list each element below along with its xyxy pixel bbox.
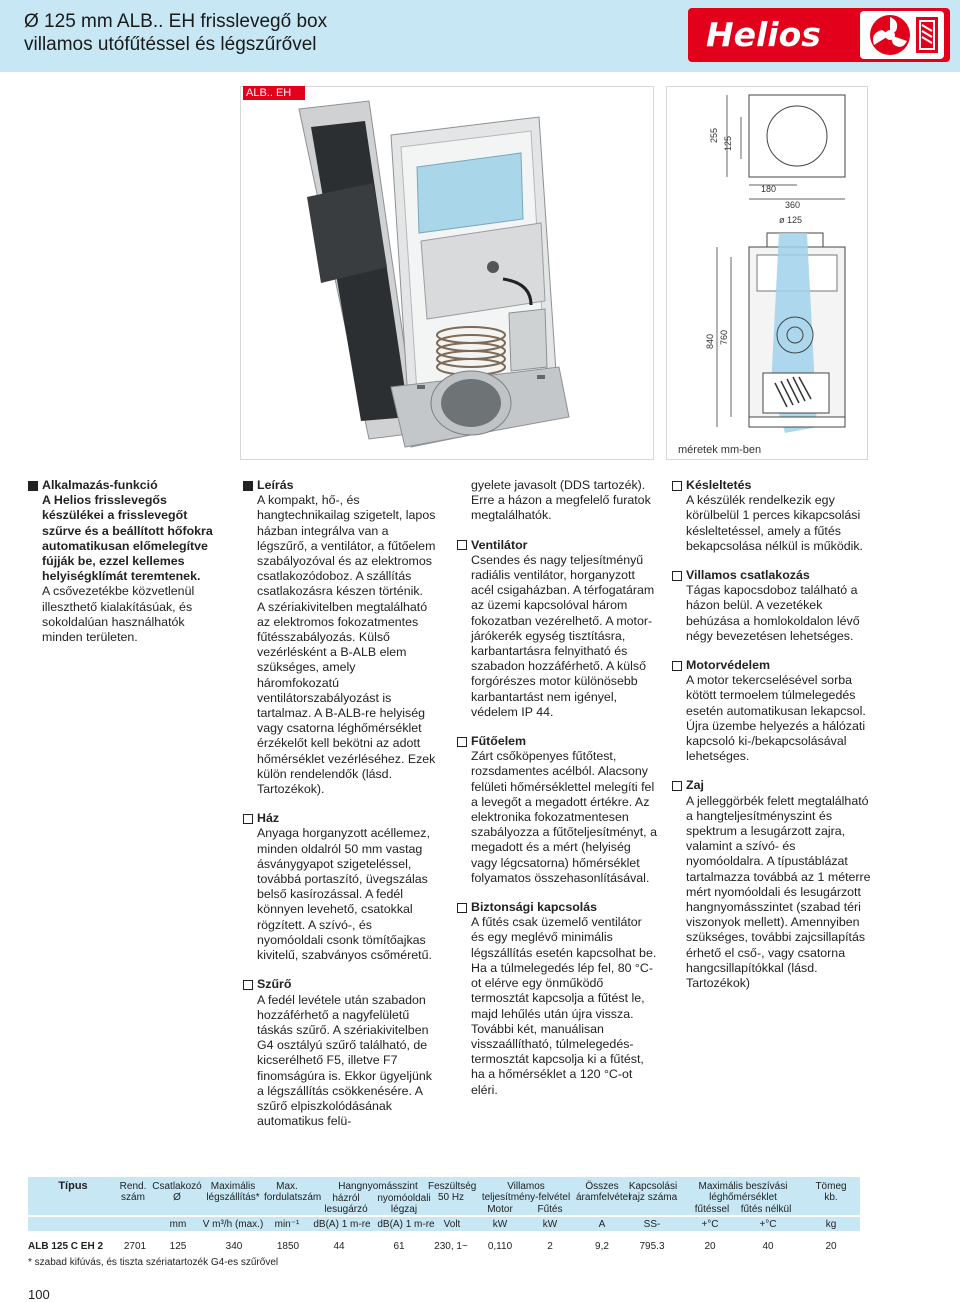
col-header-heating: Fűtés (537, 1204, 563, 1215)
intro-bold: A Helios frisslevegős készülékei a frisslevegőt szűrve és a beállított hőfokra automatikusan előmelegítve fújják be, ezzel kellemes helyiségklímát teremtenek. (42, 493, 213, 584)
col-header-wiring: Kapcsolási rajz száma (628, 1181, 678, 1203)
unit-db-a: dB(A) 1 m-re (313, 1219, 371, 1230)
col-header-power: Villamos teljesítmény-felvétel (481, 1181, 571, 1203)
column-description (243, 478, 439, 1129)
unit-kw-motor: kW (492, 1219, 508, 1230)
col-header-order: Rend. szám (119, 1181, 147, 1203)
row-sound-b: 61 (393, 1241, 405, 1252)
col-header-max-airflow: Maximális légszállítás* (206, 1181, 260, 1203)
unit-temp-b: +°C (759, 1219, 777, 1230)
dim-760: 760 (719, 329, 729, 345)
row-connector: 125 (169, 1241, 187, 1252)
col-header-type: Típus (58, 1180, 88, 1192)
section-text: A kompakt, hő-, és hangtechnikailag szigetelt, lapos házban integrálva van a légszűrő, a ventilátor, a fűtőelem szabályozóval és az elektromos csatlakozódoboz. A szállítás csatlakozásra készen történik. (257, 493, 436, 599)
section-heading: Szűrő (243, 977, 439, 992)
section-text: A jelleggörbék felett megtalálható a hangteljesítményszint és spektrum a lesugárzott zajra, valamint a szívó- és nyomóoldalra. A típustáblázat tartalmazza továbbá az 1 méterre mért nyomóoldali és lesugárzott hangnyomásszintet (szabad téri viszonyok mellett). Amennyiben szükséges, további zajcsillapítás érhető el cső-, vagy csatorna hangcsillapítókkal (lásd. Tartozékok) (686, 793, 871, 991)
section-heading: Ventilátor (457, 538, 657, 553)
row-temp-a: 20 (704, 1241, 716, 1252)
row-temp-b: 40 (762, 1241, 774, 1252)
section-heading: Késleltetés (672, 478, 872, 493)
title-line-2: villamos utófűtéssel és légszűrővel (24, 34, 317, 55)
header-band (0, 0, 960, 72)
col-header-sound-outlet: nyomóoldali légzaj (377, 1193, 431, 1215)
dim-255: 255 (709, 127, 719, 143)
dim-840: 840 (705, 333, 715, 349)
unit-kg: kg (825, 1219, 837, 1230)
dim-125: 125 (723, 135, 733, 151)
square-bullet-icon (672, 571, 682, 581)
drawing-caption: méretek mm-ben (678, 444, 762, 456)
logo-text: Helios (706, 15, 821, 54)
row-sound-a: 44 (333, 1241, 345, 1252)
unit-ss: SS- (643, 1219, 661, 1230)
dimension-drawing (666, 86, 868, 460)
row-order: 2701 (123, 1241, 147, 1252)
title-line-1: Ø 125 mm ALB.. EH frisslevegő box (24, 11, 328, 32)
square-bullet-icon (243, 814, 253, 824)
square-bullet-icon (243, 980, 253, 990)
unit-kw-heating: kW (542, 1219, 558, 1230)
row-heating-kw: 2 (547, 1241, 553, 1252)
col-header-max-speed: Max. fordulatszám (264, 1181, 322, 1203)
section-text: A fedél levétele után szabadon hozzáférhető a nagyfelületű táskás szűrő. A szériakivitelben G4 osztályú szűrő található, de kicserélhető F5, illetve F7 finomságúra is. Ekkor ügyeljünk a légszállítás csökkenésére. A szűrő elpiszkolódásának automatikus felü- (257, 992, 432, 1129)
dim-360: 360 (785, 200, 801, 210)
helios-logo (688, 8, 950, 62)
page-title (24, 10, 327, 56)
col-header-without-heating: fűtés nélkül (740, 1204, 792, 1215)
section-heading: Alkalmazás-funkció (28, 478, 228, 493)
col-header-sound-housing: házról lesugárzó (324, 1193, 368, 1215)
section-text: Tágas kapocsdoboz található a házon belül. A vezetékek behúzása a homlokoldalon lévő négy bevezetésen lehetséges. (686, 583, 860, 643)
square-bullet-icon (672, 481, 682, 491)
section-heading: Fűtőelem (457, 734, 657, 749)
square-bullet-icon (243, 481, 253, 491)
unit-volt: Volt (443, 1219, 461, 1230)
unit-mm: mm (169, 1219, 187, 1230)
column-fan-heater (457, 478, 657, 1098)
square-bullet-icon (28, 481, 38, 491)
square-bullet-icon (457, 540, 467, 550)
col-header-motor: Motor (487, 1204, 513, 1215)
unit-db-b: dB(A) 1 m-re (377, 1219, 435, 1230)
unit-temp-a: +°C (701, 1219, 719, 1230)
col-header-with-heating: fűtéssel (694, 1204, 730, 1215)
row-airflow: 340 (225, 1241, 243, 1252)
row-weight: 20 (825, 1241, 837, 1252)
section-text: A szériakivitelben megtalálható az elektromos fokozatmentes fűtésszabályozás. Külső vezérlésként a B-ALB elem szükséges, amely háromfokozatú ventilátorszabályozást is tartalmaz. A B-ALB-re helyiség vagy csatorna léghőmérséklet érzékelőt kell bekötni az adott hőmérséklet vezérléséhez. Ezek külön rendelendők (lásd. Tartozékok). (257, 599, 436, 797)
section-heading: Biztonsági kapcsolás (457, 900, 657, 915)
section-text: A fűtés csak üzemelő ventilátor és egy meglévő minimális légszállítás esetén kapcsolhat be. Ha a túlmelegedés lép fel, 80 °C-ot elérve egy önműködő termosztát kapcsolja a fűtést le, majd lehűlés után újra vissza. További két, manuálisan visszaállítható, túlmelegedés-termosztát kapcsolja ki a fűtést, ha a hőmérséklet a 120 °C-ot eléri. (471, 915, 657, 1097)
section-heading: Motorvédelem (672, 658, 872, 673)
section-heading: Ház (243, 811, 439, 826)
unit-amp: A (598, 1219, 606, 1230)
square-bullet-icon (457, 903, 467, 913)
section-text: A motor tekercselésével sorba kötött termoelem túlmelegedés esetén automatikusan lekapcsol. Újra üzembe helyezés a hálózati kapcsoló ki-/bekapcsolásával lehetséges. (686, 673, 866, 764)
dimension-diagram (667, 87, 869, 461)
section-text: gyelete javasolt (DDS tartozék). Erre a házon a megfelelő furatok megtalálhatók. (471, 478, 651, 523)
row-motor-kw: 0,110 (487, 1241, 513, 1252)
row-wiring: 795.3 (639, 1241, 665, 1252)
section-text: A készülék rendelkezik egy körülbelül 1 perces kikapcsolási késleltetéssel, amely a fűtés bekapcsolása nélkül is működik. (686, 493, 864, 553)
section-text: Csendes és nagy teljesítményű radiális ventilátor, horganyzott acél csigaházban. A térfogatáram az üzemi kapcsolóval három fokozatban vezérelhető. A motor-járókerék egység tisztításra, karbantartásra felnyitható és szabadon hozzáférhető. A külső forgórészes motor különösebb karbantartást nem igényel, védelem IP 44. (471, 552, 655, 719)
dim-d125: ø 125 (779, 215, 803, 225)
intro-text: A csővezetékbe közvetlenül illeszthető kialakításúak, és sokoldalúan használhatók minden területen. (42, 584, 195, 645)
row-voltage: 230, 1~ (434, 1241, 468, 1252)
square-bullet-icon (672, 661, 682, 671)
unit-airflow: V m³/h (max.) (202, 1219, 264, 1230)
section-text: Zárt csőköpenyes fűtőtest, rozsdamentes acélból. Alacsony felületi hőmérséklettel melegíti fel a levegőt a megadott értékre. Az elektronika fokozatmentesen szabályozza a fűtőteljesítményt, a megadott és a mért (helyiség vagy légcsatorna) hőmérséklet folyamatos összehasonlításával. (471, 749, 657, 885)
product-illustration (241, 87, 654, 460)
column-electrical (672, 478, 872, 991)
section-heading: Villamos csatlakozás (672, 568, 872, 583)
row-current: 9,2 (595, 1241, 609, 1252)
section-text: Anyaga horganyzott acéllemez, minden oldalról 50 mm vastag ásványgyapot szigeteléssel, továbbá portaszító, üvegszálas belső kasírozással. A fedél könnyen levehető, csatokkal rögzített. A szívó-, és nyomóoldali csonk tömítőajkas kivitelű, szabványos csőméretű. (257, 826, 432, 963)
row-type: ALB 125 C EH 2 (28, 1241, 104, 1252)
page-number: 100 (28, 1287, 50, 1302)
product-photo (240, 86, 654, 460)
square-bullet-icon (457, 737, 467, 747)
table-footnote: * szabad kifúvás, és tiszta szériatartozék G4-es szűrővel (28, 1257, 279, 1268)
product-label: ALB.. EH (243, 86, 305, 100)
column-application (28, 478, 228, 645)
section-heading: Leírás (243, 478, 439, 493)
section-heading: Zaj (672, 778, 872, 793)
col-header-weight: Tömeg kb. (815, 1181, 847, 1203)
col-header-current: Összes áramfelvétel (576, 1181, 631, 1203)
square-bullet-icon (672, 781, 682, 791)
fan-icon (860, 11, 944, 59)
unit-speed: min⁻¹ (274, 1219, 300, 1230)
row-speed: 1850 (276, 1241, 300, 1252)
col-header-max-temp: Maximális beszívási léghőmérséklet (698, 1181, 788, 1203)
dim-180: 180 (761, 184, 777, 194)
col-header-sound: Hangnyomásszint (338, 1181, 418, 1192)
col-header-voltage: Feszültség 50 Hz (428, 1181, 477, 1203)
col-header-connector: Csatlakozó Ø (152, 1181, 202, 1203)
